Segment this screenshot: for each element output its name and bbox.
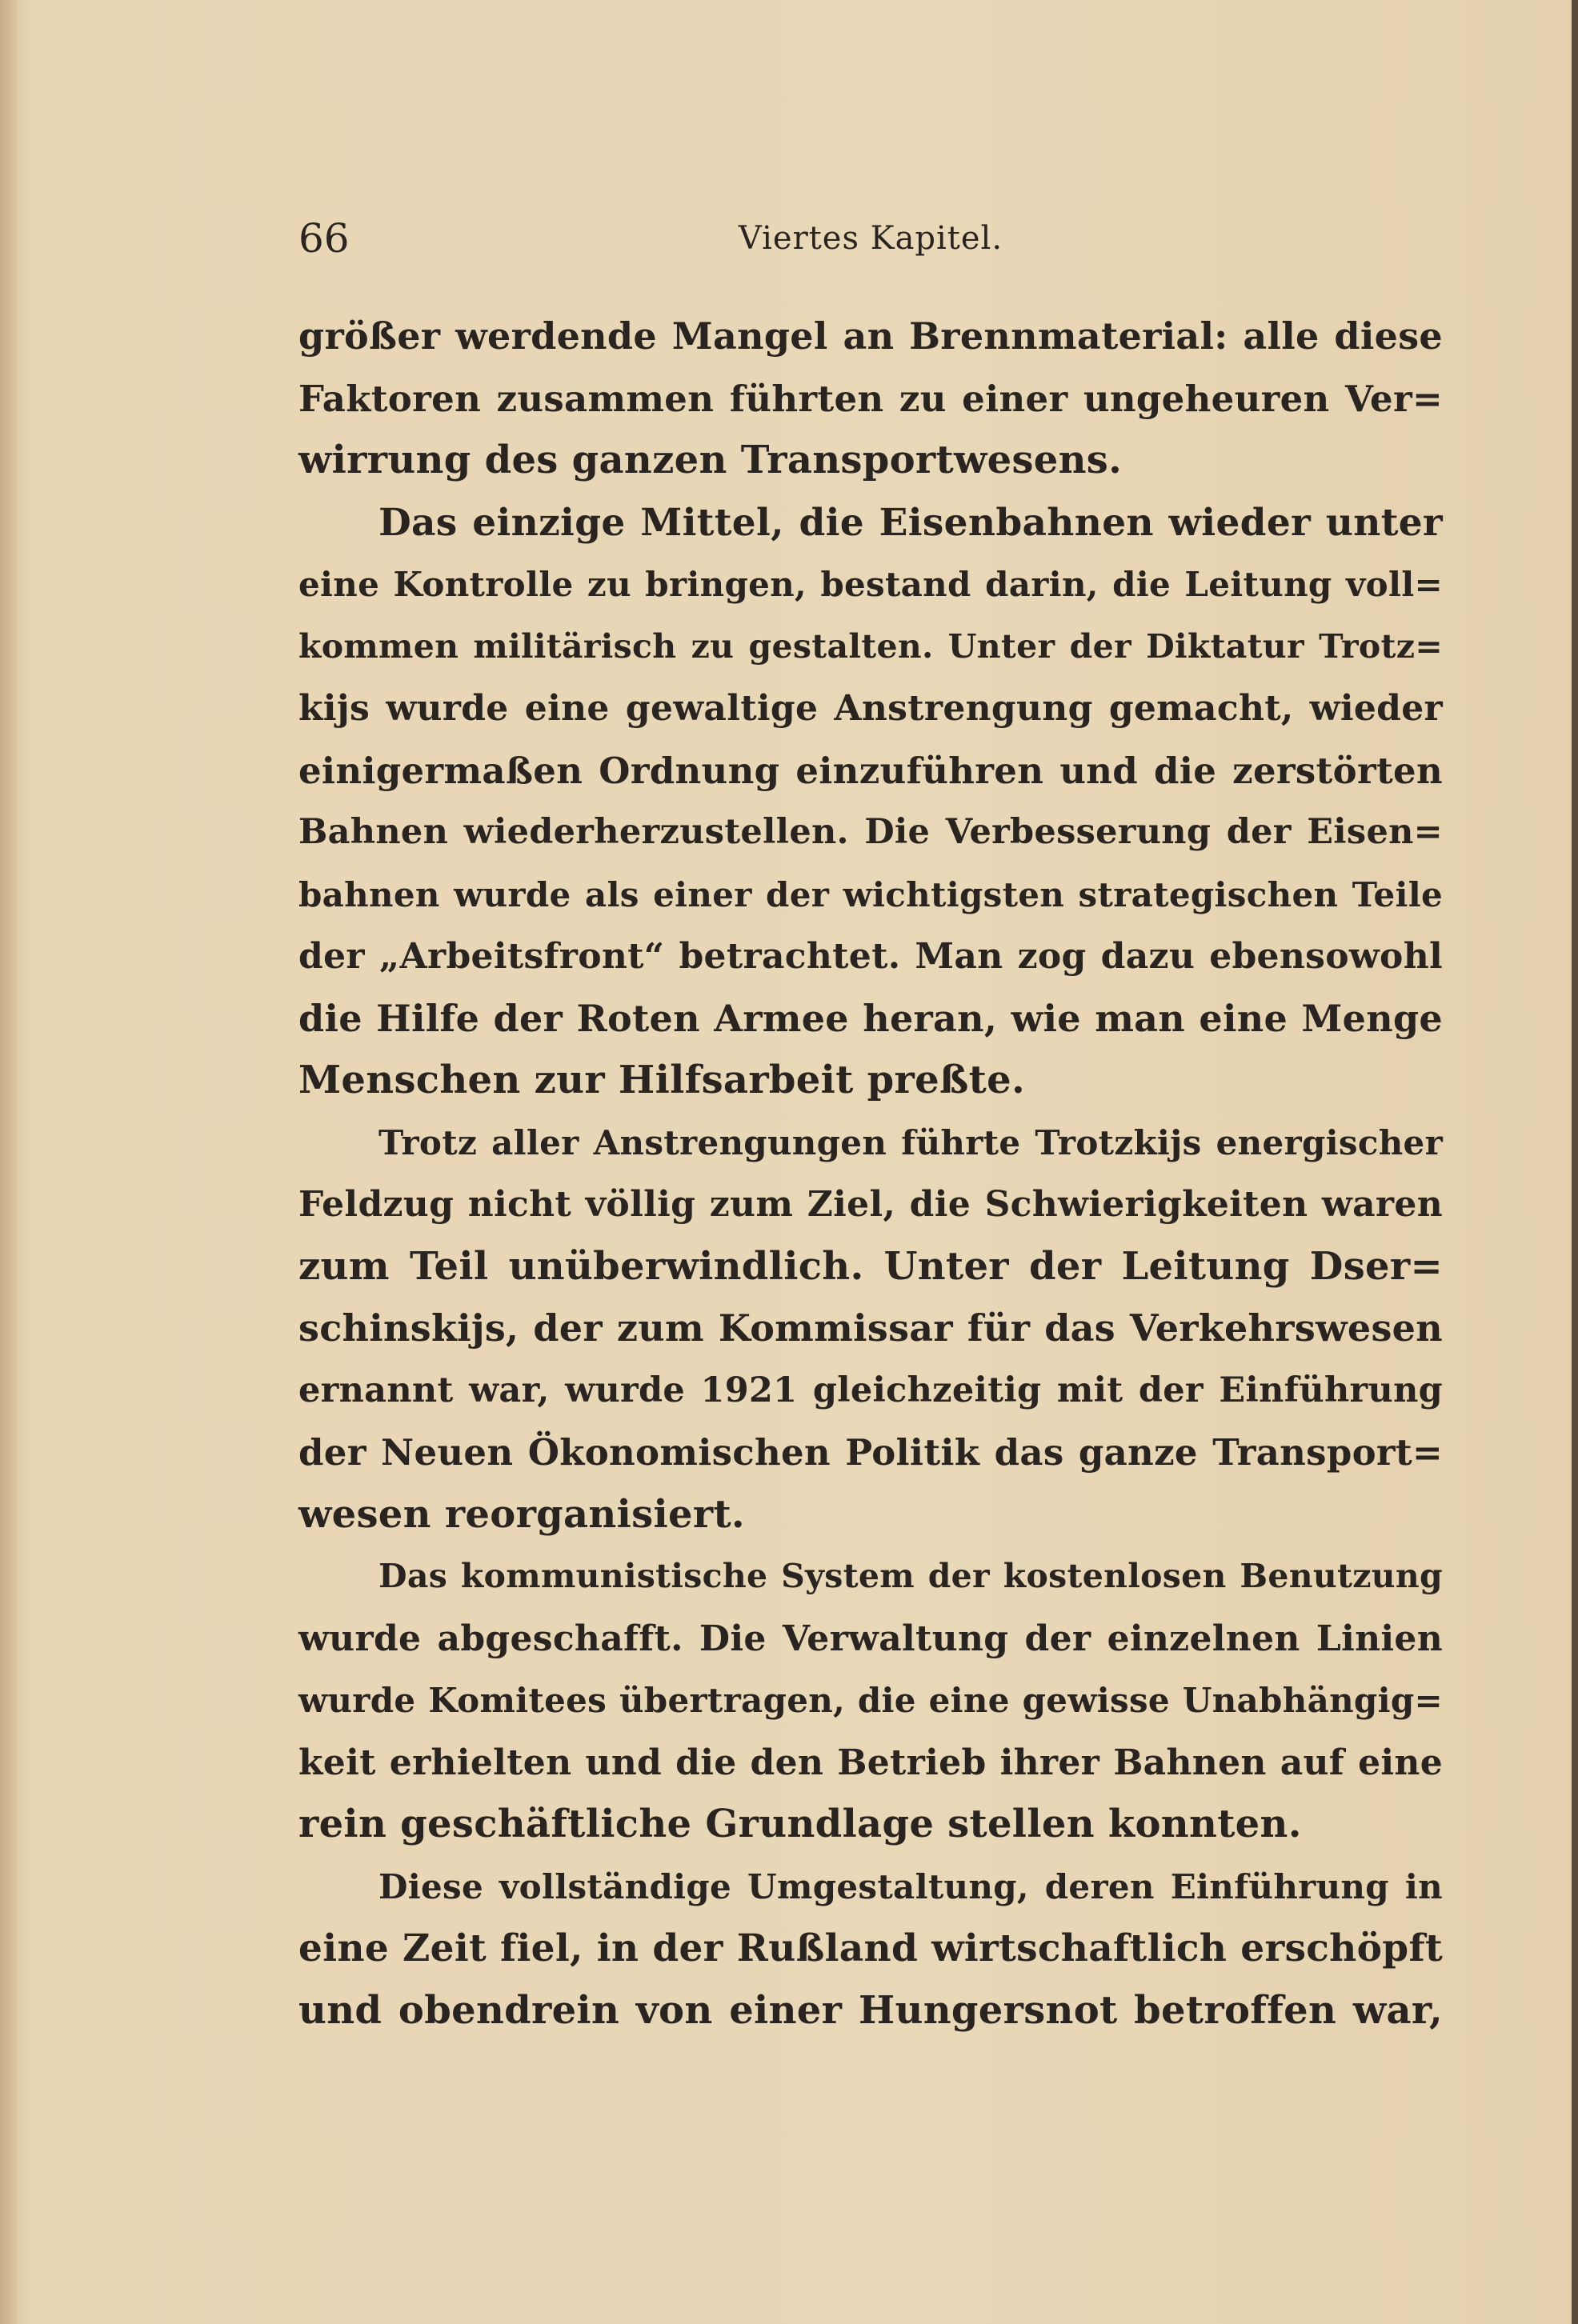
page-right-edge [1572, 0, 1578, 2324]
text-line: die Hilfe der Roten Armee heran, wie man eine Menge [298, 996, 1443, 1040]
text-line: Das einzige Mittel, die Eisenbahnen wieder unter [378, 500, 1443, 545]
text-line: kommen militärisch zu gestalten. Unter der Diktatur Trotz= [298, 626, 1443, 666]
text-line: Trotz aller Anstrengungen führte Trotzkijs energischer [378, 1122, 1443, 1162]
text-line: wirrung des ganzen Transportwesens. [298, 438, 1123, 482]
body-text [298, 306, 1443, 2042]
text-line: eine Zeit fiel, in der Rußland wirtschaftlich erschöpft [298, 1926, 1443, 1970]
text-line: Feldzug nicht völlig zum Ziel, die Schwierigkeiten waren [298, 1184, 1443, 1225]
text-line: Faktoren zusammen führten zu einer ungeheuren Ver= [298, 377, 1443, 420]
text-line: eine Kontrolle zu bringen, bestand darin, die Leitung voll= [298, 565, 1443, 604]
text-line: wurde abgeschafft. Die Verwaltung der einzelnen Linien [298, 1618, 1443, 1659]
text-line: bahnen wurde als einer der wichtigsten strategischen Teile [298, 874, 1443, 914]
text-line: kijs wurde eine gewaltige Anstrengung gemacht, wieder [298, 688, 1443, 729]
text-line: keit erhielten und die den Betrieb ihrer Bahnen auf eine [298, 1742, 1443, 1783]
running-head: Viertes Kapitel. [738, 220, 1003, 257]
text-line: und obendrein von einer Hungersnot betroffen war, [298, 1987, 1443, 2033]
text-line: wesen reorganisiert. [298, 1491, 745, 1537]
text-line: Diese vollständige Umgestaltung, deren Einführung in [378, 1866, 1443, 1906]
text-line: der „Arbeitsfront“ betrachtet. Man zog dazu ebensowohl [298, 936, 1443, 977]
text-line: rein geschäftliche Grundlage stellen konnten. [298, 1802, 1302, 1846]
page-binding-edge [0, 0, 18, 2324]
text-line: ernannt war, wurde 1921 gleichzeitig mit der Einführung [298, 1370, 1443, 1410]
text-line: Menschen zur Hilfsarbeit preßte. [298, 1058, 1026, 1102]
page-header [298, 214, 1443, 262]
text-line: wurde Komitees übertragen, die eine gewisse Unabhängig= [298, 1681, 1443, 1720]
text-line: Bahnen wiederherzustellen. Die Verbesserung der Eisen= [298, 812, 1443, 852]
text-line: Das kommunistische System der kostenlosen Benutzung [378, 1557, 1443, 1595]
page-number: 66 [298, 215, 350, 262]
text-line: zum Teil unüberwindlich. Unter der Leitung Dser= [298, 1243, 1443, 1289]
text-line: einigermaßen Ordnung einzuführen und die zerstörten [298, 749, 1443, 792]
text-line: größer werdende Mangel an Brennmaterial: alle diese [298, 314, 1443, 358]
text-line: schinskijs, der zum Kommissar für das Verkehrswesen [298, 1306, 1443, 1350]
text-line: der Neuen Ökonomischen Politik das ganze Transport= [298, 1431, 1443, 1474]
